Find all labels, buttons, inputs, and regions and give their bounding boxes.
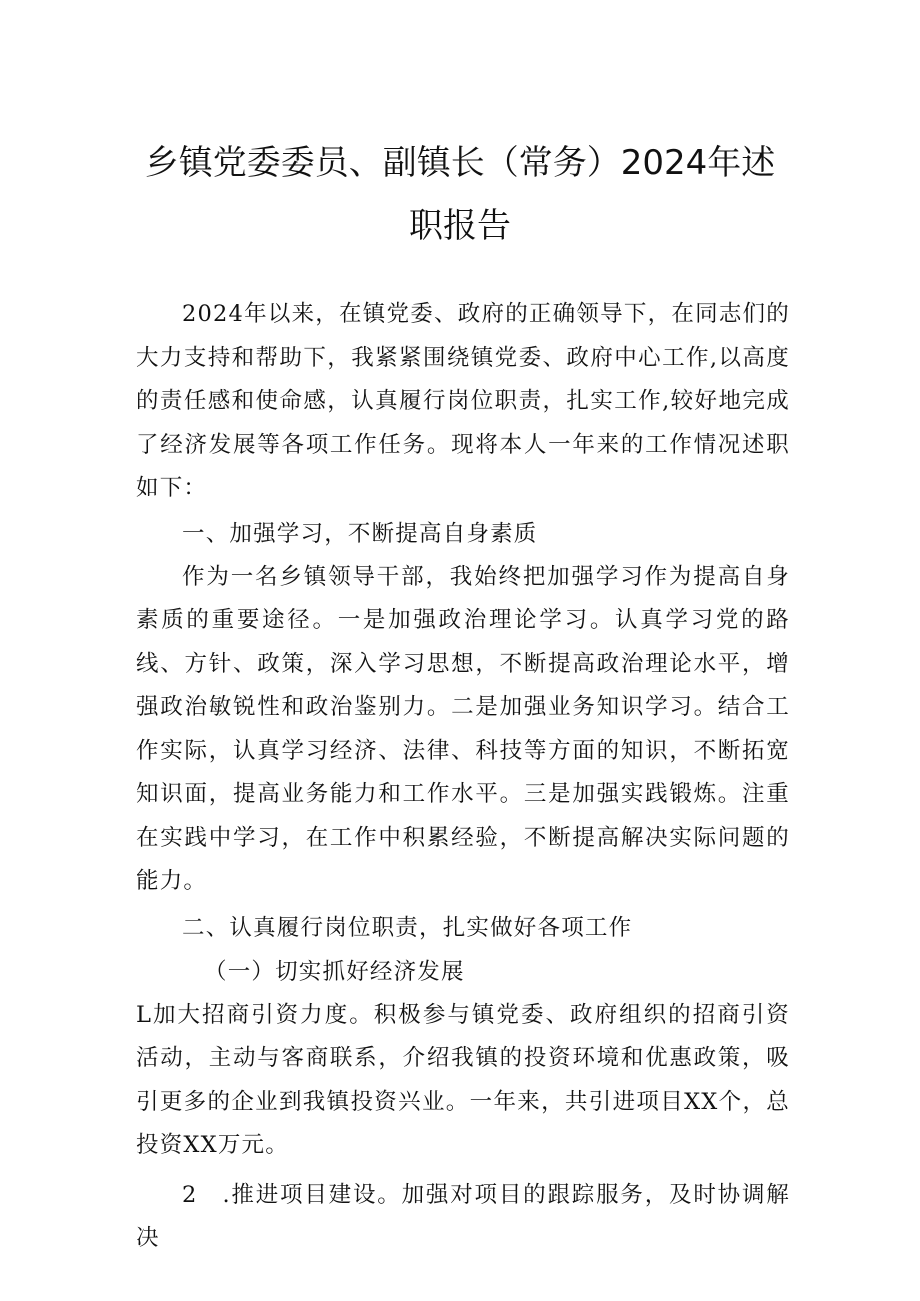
section-1-heading: 一、加强学习，不断提高自身素质 (182, 520, 538, 547)
section-1-paragraph: 作为一名乡镇领导干部，我始终把加强学习作为提高自身素质的重要途径。一是加强政治理论学习。认真学习党的路线、方针、政策，深入学习思想，不断提高政治理论水平，增强政治敏锐性和政治鉴别力。二是加强业务知识学习。结合工作实际，认真学习经济、法律、科技等方面的知识，不断拓宽知识面，提高业务能力和工作水平。三是加强实践锻炼。注重在实践中学习，在工作中积累经验，不断提高解决实际问题的能力。 (136, 563, 790, 894)
intro-paragraph: 2024年以来，在镇党委、政府的正确领导下，在同志们的大力支持和帮助下，我紧紧围绕镇党委、政府中心工作,以高度的责任感和使命感，认真履行岗位职责，扎实工作,较好地完成了经济发展等各项工作任务。现将本人一年来的工作情况述职如下： (136, 301, 790, 501)
item-1-paragraph: L加大招商引资力度。积极参与镇党委、政府组织的招商引资活动，主动与客商联系，介绍我镇的投资环境和优惠政策，吸引更多的企业到我镇投资兴业。一年来，共引进项目XX个，总投资XX万元。 (136, 1001, 790, 1158)
document-title-line-1: 乡镇党委委员、副镇长（常务）2024年述 (144, 143, 776, 183)
document-body (136, 293, 790, 1261)
subsection-1-heading: （一）切实抓好经济发展 (204, 958, 465, 985)
document-title-line-2: 职报告 (409, 206, 511, 246)
section-2-heading: 二、认真履行岗位职责，扎实做好各项工作 (182, 914, 633, 941)
item-2-paragraph: 2 .推进项目建设。加强对项目的跟踪服务，及时协调解决 (136, 1181, 790, 1251)
